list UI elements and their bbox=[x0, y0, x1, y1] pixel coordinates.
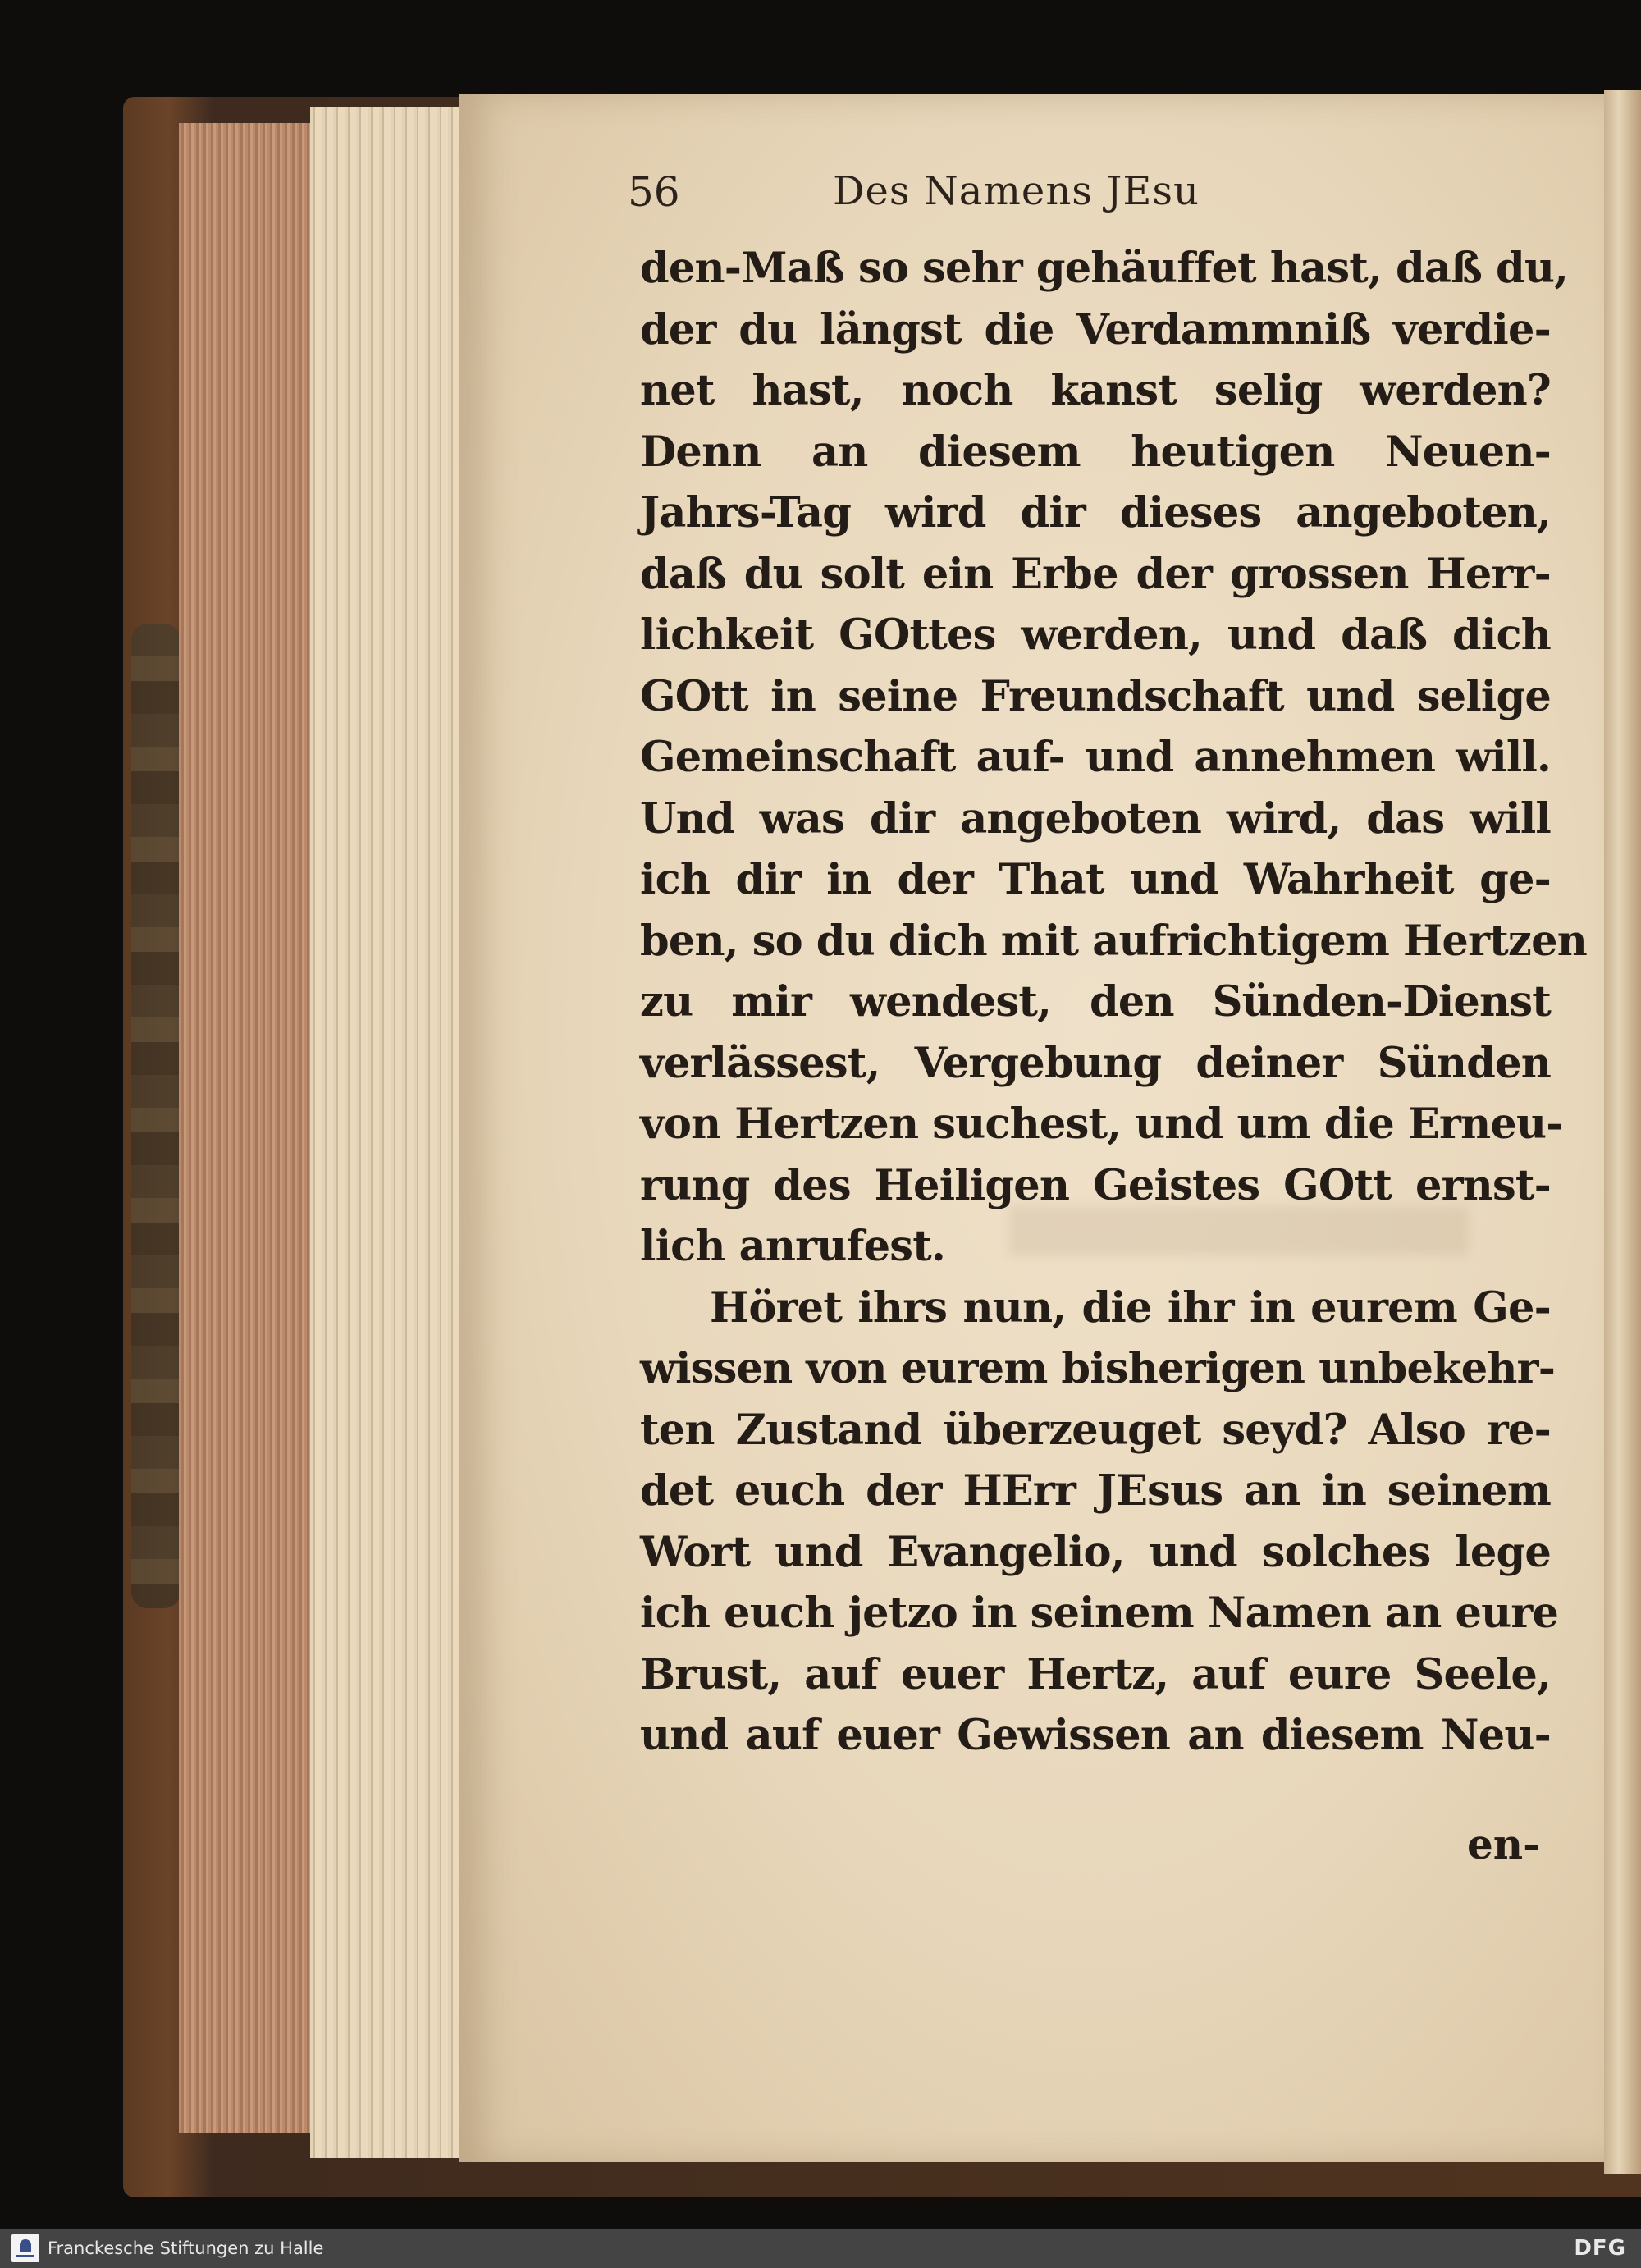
text-line: net hast, noch kanst selig werden? bbox=[640, 366, 1551, 415]
text-line: det euch der HErr JEsus an in seinem bbox=[640, 1466, 1551, 1516]
page-header bbox=[628, 168, 1571, 226]
body-text bbox=[640, 238, 1587, 1767]
text-line: Jahrs-Tag wird dir dieses angeboten, bbox=[640, 488, 1551, 537]
cover-wear bbox=[131, 624, 181, 1608]
text-line: der du längst die Verdammniß verdie- bbox=[640, 304, 1551, 354]
text-line: Brust, auf euer Hertz, auf eure Seele, bbox=[640, 1649, 1551, 1699]
text-line: wissen von eurem bisherigen unbekehr- bbox=[640, 1344, 1556, 1393]
text-line: ben, so du dich mit aufrichtigem Hertzen bbox=[640, 916, 1587, 966]
catchword: en- bbox=[1467, 1820, 1540, 1868]
text-line: ten Zustand überzeuget seyd? Also re- bbox=[640, 1405, 1551, 1455]
institution-logo-icon[interactable] bbox=[11, 2234, 39, 2262]
running-head: Des Namens JEsu bbox=[833, 168, 1200, 214]
text-line: Höret ihrs nun, die ihr in eurem Ge- bbox=[710, 1283, 1551, 1333]
text-line: Denn an diesem heutigen Neuen- bbox=[640, 427, 1551, 477]
facing-page-edge bbox=[1604, 90, 1641, 2174]
dfg-logo: DFG bbox=[1574, 2236, 1626, 2261]
text-line: zu mir wendest, den Sünden-Dienst bbox=[640, 977, 1551, 1027]
text-line: den-Maß so sehr gehäuffet hast, daß du, bbox=[640, 244, 1569, 293]
footer-bar bbox=[0, 2229, 1641, 2268]
text-line: Wort und Evangelio, und solches lege bbox=[640, 1527, 1551, 1577]
text-line: ich euch jetzo in seinem Namen an eure bbox=[640, 1589, 1559, 1638]
page-number: 56 bbox=[628, 168, 680, 216]
page-edges bbox=[179, 123, 310, 2133]
text-line: lich anrufest. bbox=[640, 1222, 945, 1271]
text-line: verlässest, Vergebung deiner Sünden bbox=[640, 1038, 1551, 1088]
text-line: von Hertzen suchest, und um die Erneu- bbox=[640, 1100, 1563, 1149]
text-line: Und was dir angeboten wird, das will bbox=[640, 793, 1551, 844]
text-line: lichkeit GOttes werden, und daß dich bbox=[640, 610, 1551, 660]
text-line: und auf euer Gewissen an diesem Neu- bbox=[640, 1711, 1551, 1760]
text-line: rung des Heiligen Geistes GOtt ernst- bbox=[640, 1160, 1551, 1210]
institution-name: Franckesche Stiftungen zu Halle bbox=[48, 2238, 324, 2258]
text-line: ich dir in der That und Wahrheit ge- bbox=[640, 855, 1551, 904]
text-line: GOtt in seine Freundschaft und selige bbox=[640, 671, 1551, 721]
page-stack bbox=[310, 107, 474, 2158]
text-line: daß du solt ein Erbe der grossen Herr- bbox=[640, 549, 1551, 599]
text-line: Gemeinschaft auf- und annehmen will. bbox=[640, 733, 1551, 782]
